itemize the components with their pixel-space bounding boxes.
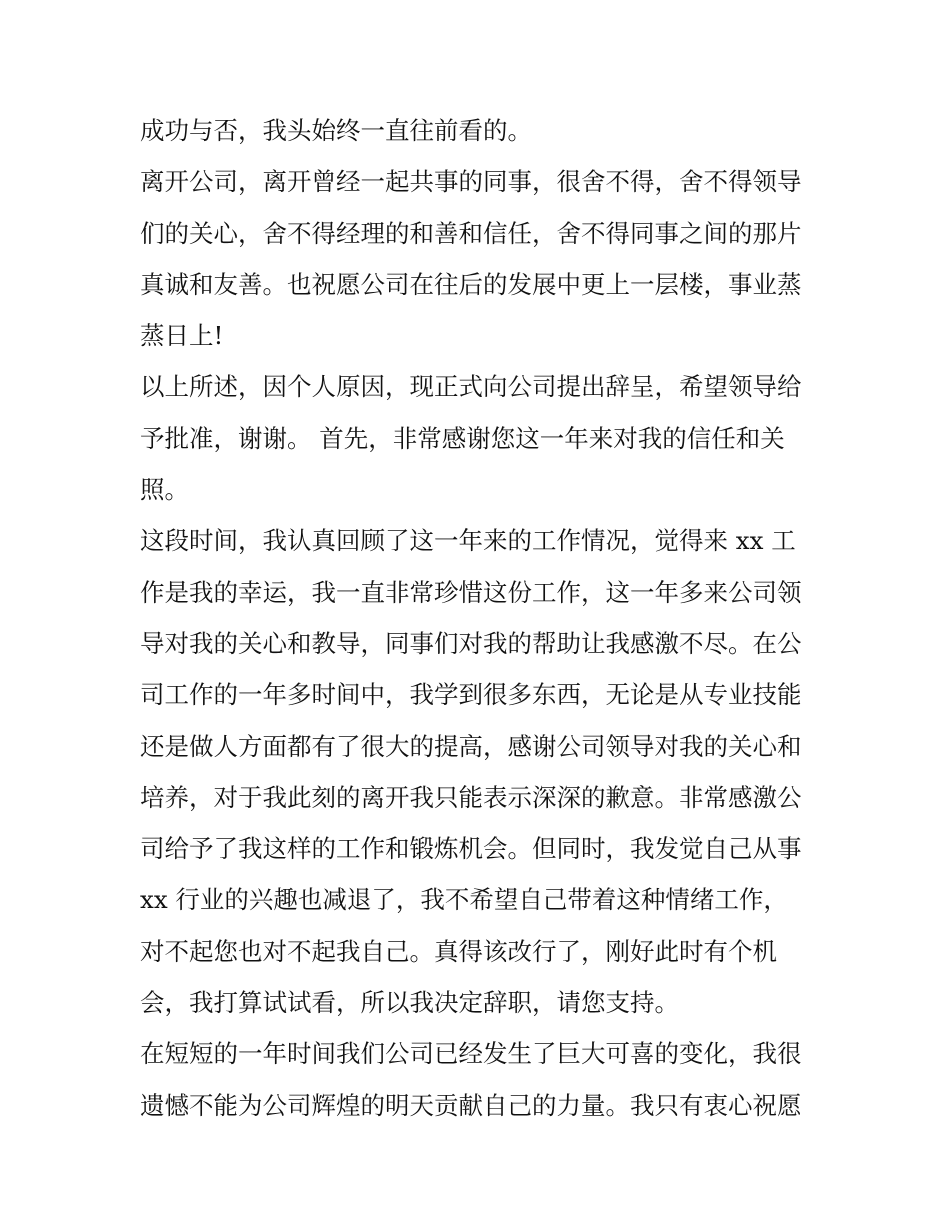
text-line: 遗憾不能为公司辉煌的明天贡献自己的力量。我只有衷心祝愿 xyxy=(140,1090,802,1120)
text-line: 成功与否，我头始终一直往前看的。 xyxy=(140,116,532,145)
text-line: 这段时间，我认真回顾了这一年来的工作情况，觉得来 xx 工 xyxy=(140,526,796,556)
text-line: 们的关心，舍不得经理的和善和信任，舍不得同事之间的那片 xyxy=(140,218,802,248)
text-line: 离开公司，离开曾经一起共事的同事，很舍不得，舍不得领导 xyxy=(140,167,802,197)
text-line: 以上所述，因个人原因，现正式向公司提出辞呈，希望领导给 xyxy=(140,372,802,402)
text-line: 还是做人方面都有了很大的提高，感谢公司领导对我的关心和 xyxy=(140,731,802,761)
text-line: 司工作的一年多时间中，我学到很多东西，无论是从专业技能 xyxy=(140,680,802,710)
document-body xyxy=(140,105,820,1131)
text-line: xx 行业的兴趣也减退了，我不希望自己带着这种情绪工作， xyxy=(140,885,788,915)
text-line: 予批准，谢谢。 首先，非常感谢您这一年来对我的信任和关 xyxy=(140,423,785,453)
text-line: 导对我的关心和教导，同事们对我的帮助让我感激不尽。在公 xyxy=(140,628,802,658)
text-line: 真诚和友善。也祝愿公司在往后的发展中更上一层楼，事业蒸 xyxy=(140,269,802,299)
text-line: 培养，对于我此刻的离开我只能表示深深的歉意。非常感激公 xyxy=(140,782,802,812)
text-line: 会，我打算试试看，所以我决定辞职，请您支持。 xyxy=(140,988,679,1018)
text-line: 作是我的幸运，我一直非常珍惜这份工作，这一年多来公司领 xyxy=(140,577,802,607)
text-line: 在短短的一年时间我们公司已经发生了巨大可喜的变化，我很 xyxy=(140,1039,802,1069)
text-line: 对不起您也对不起我自己。真得该改行了，刚好此时有个机 xyxy=(140,936,777,966)
text-line: 司给予了我这样的工作和锻炼机会。但同时，我发觉自己从事 xyxy=(140,834,802,864)
text-line: 蒸日上! xyxy=(140,321,224,351)
text-line: 照。 xyxy=(140,475,189,505)
